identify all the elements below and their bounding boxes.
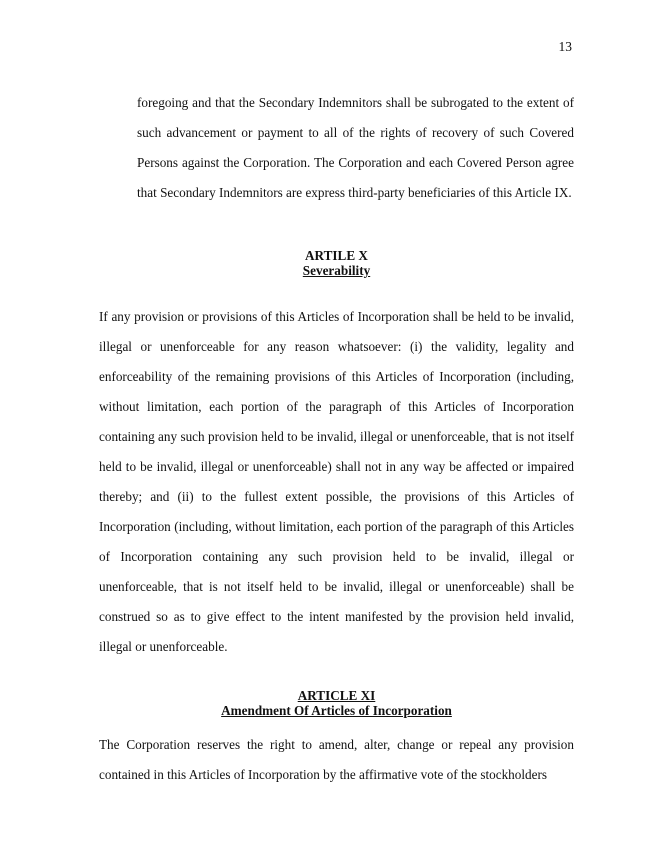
article-x-subtitle: Severability — [302, 263, 371, 278]
article-xi-heading — [99, 688, 574, 718]
article-x-body-paragraph: If any provision or provisions of this Articles of Incorporation shall be held to be invalid, illegal or unenforceable for any reason whatsoever: (i) the validity, legality and enforceability of the remaining provisions of this Articles of Incorporation (including, without limitation, each portion of the paragraph of this Articles of Incorporation containing any such provision held to be invalid, illegal or unenforceable, that is not itself held to be invalid, illegal or unenforceable) shall not in any way be affected or impaired thereby; and (ii) to the fullest extent possible, the provisions of this Articles of Incorporation (including, without limitation, each portion of the paragraph of this Articles of Incorporation containing any such provision held to be invalid, illegal or unenforceable, that is not itself held to be invalid, illegal or unenforceable) shall be construed so as to give effect to the intent manifested by the provision held invalid, illegal or unenforceable. — [99, 309, 574, 654]
article-ix-continuation-paragraph: foregoing and that the Secondary Indemnitors shall be subrogated to the extent of such advancement or payment to all of the rights of recovery of such Covered Persons against the Corporation. The Corporation and each Covered Person agree that Secondary Indemnitors are express third-party beneficiaries of this Article IX. — [137, 95, 574, 200]
article-xi-title: ARTICLE XI — [297, 688, 376, 703]
article-x-title: ARTILE X — [305, 248, 368, 263]
article-xi-body-paragraph: The Corporation reserves the right to amend, alter, change or repeal any provision contained in this Articles of Incorporation by the affirmative vote of the stockholders — [99, 737, 574, 782]
page-number: 13 — [558, 39, 572, 54]
article-xi-subtitle: Amendment Of Articles of Incorporation — [221, 703, 452, 718]
article-x-heading — [99, 248, 574, 278]
